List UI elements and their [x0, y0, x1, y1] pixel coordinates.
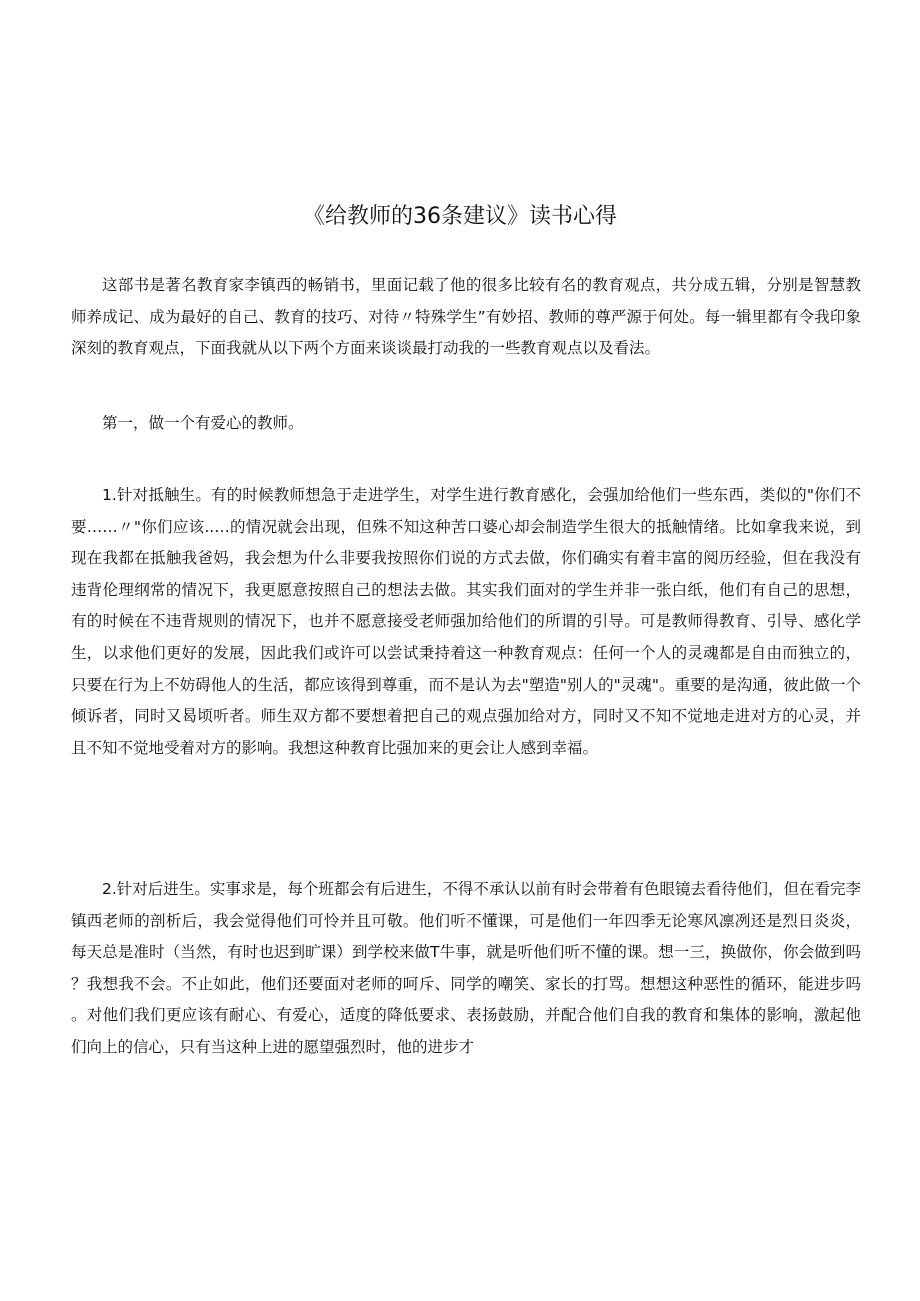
document-title: 《给教师的36条建议》读书心得: [303, 204, 617, 229]
paragraph-item-2: 2.针对后进生。实事求是，每个班都会有后进生，不得不承认以前有时会带着有色眼镜去看待他们，但在看完李镇西老师的剖析后，我会觉得他们可怜并且可敬。他们听不懂课，可是他们一年四季无论寒风凛冽还是烈日炎炎，每天总是准时（当然，有时也迟到旷课）到学校来做T牛事，就是听他们听不懂的课。想一三，换做你，你会做到吗？我想我不会。不止如此，他们还要面对老师的呵斥、同学的嘲笑、家长的打骂。想想这种恶性的循环，能进步吗。对他们我们更应该有耐心、有爱心，适度的降低要求、表扬鼓励，并配合他们自我的教育和集体的影响，激起他们向上的信心，只有当这种上进的愿望强烈时，他的进步才: [71, 880, 861, 1056]
paragraph-item-1: 1.针对抵触生。有的时候教师想急于走进学生，对学生进行教育感化，会强加给他们一些东西，类似的"你们不要……〃"你们应该..…的情况就会出现，但殊不知这种苦口婆心却会制造学生很大的抵触情绪。比如拿我来说，到现在我都在抵触我爸妈，我会想为什么非要我按照你们说的方式去做，你们确实有着丰富的阅历经验，但在我没有违背伦理纲常的情况下，我更愿意按照自己的想法去做。其实我们面对的学生并非一张白纸，他们有自己的思想，有的时候在不违背规则的情况下，也并不愿意接受老师强加给他们的所谓的引导。可是教师得教育、引导、感化学生，以求他们更好的发展，因此我们或许可以尝试秉持着这一种教育观点：任何一个人的灵魂都是自由而独立的，只要在行为上不妨碍他人的生活，都应该得到尊重，而不是认为去"塑造"别人的"灵魂"。重要的是沟通，彼此做一个倾诉者，同时又曷顷听者。师生双方都不要想着把自己的观点强加给对方，同时又不知不觉地走进对方的心灵，并且不知不觉地受着对方的影响。我想这种教育比强加来的更会让人感到幸福。: [71, 486, 861, 757]
section-heading: 第一，做一个有爱心的教师。: [102, 414, 304, 432]
intro-paragraph: 这部书是著名教育家李镇西的畅销书，里面记载了他的很多比较有名的教育观点，共分成五辑，分别是智慧教师养成记、成为最好的自己、教育的技巧、对待〃特殊学生”有妙招、教师的尊严源于何处。每一辑里都有令我印象深刻的教育观点，下面我就从以下两个方面来谈谈最打动我的一些教育观点以及看法。: [71, 276, 861, 358]
